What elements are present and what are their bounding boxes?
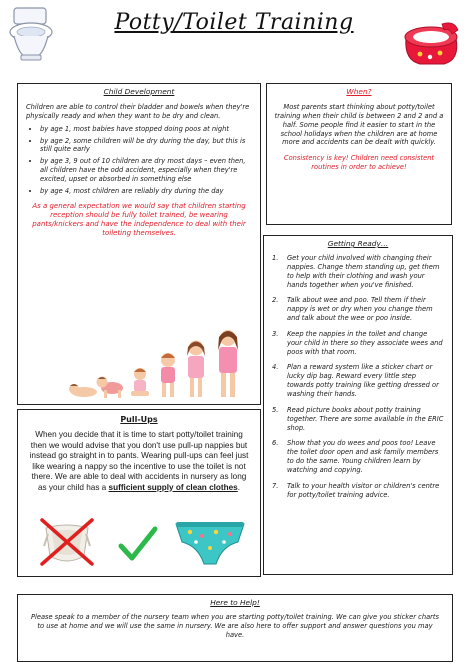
step-text: Keep the nappies in the toilet and change your child in there so they associate wees and poos with that room. [287,329,443,356]
pants-icon [172,518,248,570]
potty-icon [400,16,462,68]
when-panel [266,83,452,225]
getting-ready-panel [263,235,453,575]
development-milestones-list [40,125,250,196]
toilet-icon [6,6,56,62]
pull-ups-end: . [237,482,241,492]
tick-icon [118,524,158,564]
step-text: Get your child involved with changing their nappies. Change them standing up, get them to help with their clothing and wash your hands together when you've finished. [287,254,440,289]
list-item [272,254,444,289]
step-text: Talk about wee and poo. Tell them if their nappy is wet or dry when you change them and talk about the wee or poo inside. [287,296,433,323]
step-number: 4. [272,363,279,372]
list-item [272,330,444,357]
pull-ups-panel [17,409,261,577]
step-number: 1. [272,254,279,262]
step-number: 3. [272,329,279,338]
pull-ups-heading: Pull-Ups [120,415,158,424]
clean-clothes-emphasis: sufficient supply of clean clothes [108,482,238,492]
list-item [272,296,444,323]
step-number: 5. [272,405,279,414]
consistency-note: Consistency is key! Children need consistent routines in order to achieve! [283,154,435,172]
child-development-intro: Children are able to control their bladder and bowels when they're physically ready and when they want to be dry and clean. [26,103,250,120]
list-item: • by age 4, most children are reliably dry during the day [40,187,250,196]
list-item [272,363,444,398]
page-title: Potty/Toilet Training [114,10,354,35]
list-item: • by age 1, most babies have stopped doing poos at night [40,125,250,134]
here-to-help-body: Please speak to a member of the nursery team when you are starting potty/toilet training. We can give you sticker charts to use at home and we will use the same in nursery. We are also here to offer support and answer questions you may have. [30,613,440,639]
here-to-help-heading: Here to Help! [210,598,260,607]
step-text: Talk to your health visitor or children's centre for potty/toilet training advice. [287,481,440,499]
list-item [272,439,444,474]
reception-expectation: As a general expectation we would say that children starting reception should be fully toilet trained, be wearing pants/knickers and have the independence to deal with their toileting themselves. [32,201,246,237]
child-growth-illustration [68,320,258,400]
when-body: Most parents start thinking about potty/toilet training when their child is between 2 and 2 and a half. Some people find it easier to start in the school holidays when the children are at home more and accidents can be dealt with quickly. [274,103,444,147]
list-item [272,482,444,500]
crossed-nappy-icon [38,516,96,568]
step-number: 6. [272,439,279,448]
list-item: • by age 3, 9 out of 10 children are dry most days – even then, all children have the odd accident, especially when they're excited, upset or absorbed in something else [40,157,250,184]
step-text: Plan a reward system like a sticker chart or lucky dip bag. Reward every little step towards potty training like getting dressed or washing their hands. [287,363,439,398]
step-number: 2. [272,296,279,305]
when-heading: When? [346,87,372,96]
child-development-heading: Child Development [103,87,175,96]
list-item: • by age 2, some children will be dry during the day, but this is still quite early [40,137,250,155]
pull-ups-text: When you decide that it is time to start potty/toilet training then we would advise that you don't use pull-up nappies but instead go straight in to pants. Wearing pull-ups can feel just like wearing a nappy so the incentive to use the toilet is not there. We are able to deal with accidents in nursery as long as your child has a [29,430,249,492]
list-item [272,406,444,433]
pull-ups-body [28,430,250,493]
getting-ready-heading: Getting Ready… [327,239,389,248]
step-number: 7. [272,481,279,490]
step-text: Show that you do wees and poos too! Leave the toilet door open and ask family members to do the same. Young children learn by watching and copying. [287,439,439,474]
step-text: Read picture books about potty training together. There are some available in the ERIC shop. [287,405,444,432]
getting-ready-steps [272,254,444,499]
child-development-panel [17,83,261,405]
here-to-help-panel [17,594,453,662]
